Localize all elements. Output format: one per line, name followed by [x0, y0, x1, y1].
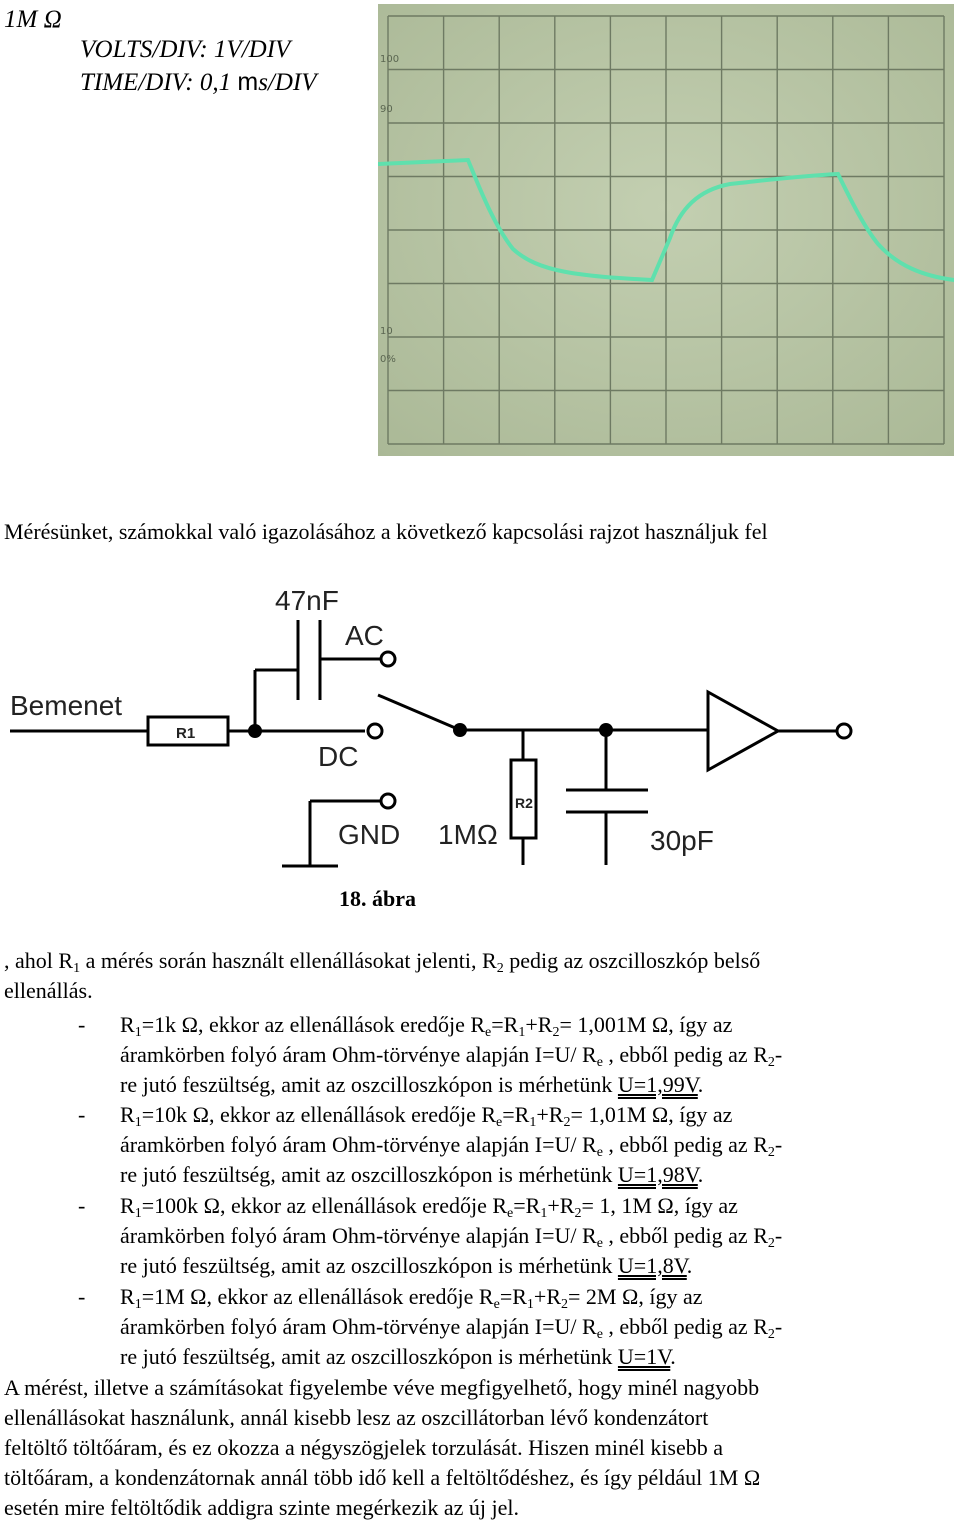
- paragraph-1-line-1: [4, 946, 760, 976]
- r1-label: R1: [176, 725, 196, 742]
- r-symbol: R: [120, 1284, 135, 1309]
- ohm-law-text-b: , ebből pedig az R: [602, 1223, 768, 1248]
- period: .: [697, 1162, 704, 1187]
- calc-line-1: [120, 1010, 960, 1040]
- r1-text: =1k Ω, ekkor az ellenállások eredője R: [141, 1012, 486, 1037]
- voltage-text: re jutó feszültség, amit az oszcilloszkópon is mérhetünk: [120, 1072, 618, 1097]
- sub-2: 2: [767, 1236, 775, 1251]
- eq-r: =R: [499, 1284, 527, 1309]
- volts-div-label: VOLTS/DIV: 1V/DIV: [80, 36, 291, 63]
- sub-1: 1: [518, 1025, 526, 1040]
- conclusion-line: ellenállásokat használunk, annál kisebb lesz az oszcillátorban lévő kondenzátort: [4, 1405, 709, 1430]
- conclusion-line: töltőáram, a kondenzátornak annál több idő kell a feltöltődéshez, és így például 1M Ω: [4, 1465, 761, 1490]
- ohm-law-text-b: , ebből pedig az R: [602, 1042, 768, 1067]
- calc-line-3: [120, 1342, 960, 1372]
- switch-blade: [378, 695, 460, 730]
- sub-1: 1: [134, 1297, 142, 1312]
- p1-text-b: a mérés során használt ellenállásokat jelenti, R: [80, 948, 497, 973]
- calc-line-2: [120, 1221, 960, 1251]
- voltage-result: U=1,99V: [617, 1072, 698, 1097]
- r-symbol: R: [120, 1012, 135, 1037]
- sub-2: 2: [767, 1327, 775, 1342]
- r2-label: R2: [515, 795, 533, 811]
- ohm-law-text-b: , ebből pedig az R: [602, 1132, 768, 1157]
- gnd-label: GND: [338, 819, 401, 850]
- dc-label: DC: [318, 741, 359, 772]
- sub-2: 2: [561, 1297, 569, 1312]
- capacitor-30pf-label: 30pF: [650, 825, 714, 856]
- sub-e: e: [596, 1236, 603, 1251]
- calc-line-1: [120, 1282, 960, 1312]
- sub-e: e: [496, 1115, 503, 1130]
- conclusion-line: feltöltő töltőáram, és ez okozza a négyszögjelek torzulását. Hiszen minél kisebb a: [4, 1435, 724, 1460]
- circuit-diagram: [0, 580, 960, 880]
- period: .: [697, 1072, 704, 1097]
- hyphen: -: [774, 1314, 783, 1339]
- junction-node-3: [599, 723, 613, 737]
- paragraph-1-line-2: ellenállás.: [4, 978, 93, 1003]
- capacitor-47nf-label: 47nF: [275, 585, 339, 616]
- sub-e: e: [493, 1297, 500, 1312]
- sub-e: e: [596, 1055, 603, 1070]
- hyphen: -: [774, 1132, 783, 1157]
- sub-1: 1: [134, 1115, 142, 1130]
- ohm-law-text: áramkörben folyó áram Ohm-törvénye alapján I=U/ R: [120, 1132, 597, 1157]
- hyphen: -: [774, 1223, 783, 1248]
- list-dash: -: [78, 1193, 86, 1218]
- list-dash: -: [78, 1284, 86, 1309]
- re-sum-text: = 1,01M Ω, így az: [570, 1102, 733, 1127]
- input-label: Bemenet: [10, 690, 123, 721]
- time-div-label: [80, 68, 317, 97]
- eq-r: =R: [502, 1102, 530, 1127]
- plus-r: +R: [525, 1012, 553, 1037]
- plus-r: +R: [547, 1193, 575, 1218]
- ac-label: AC: [345, 620, 384, 651]
- eq-r: =R: [513, 1193, 541, 1218]
- sub-2: 2: [563, 1115, 571, 1130]
- conclusion-line: A mérést, illetve a számításokat figyelembe véve megfigyelhető, hogy minél nagyobb: [4, 1375, 760, 1400]
- dc-terminal: [368, 724, 382, 738]
- sub-e: e: [507, 1206, 514, 1221]
- plus-r: +R: [533, 1284, 562, 1309]
- calc-line-1: [120, 1100, 960, 1130]
- amplifier-symbol: [708, 692, 778, 770]
- ohm-law-text: áramkörben folyó áram Ohm-törvénye alapján I=U/ R: [120, 1314, 597, 1339]
- sub-2: 2: [574, 1206, 582, 1221]
- r-symbol: R: [120, 1193, 135, 1218]
- p1-text-c: pedig az oszcilloszkóp belső: [503, 948, 761, 973]
- calculation-item-body: [120, 1282, 960, 1372]
- r1-text: =10k Ω, ekkor az ellenállások eredője R: [141, 1102, 497, 1127]
- r-symbol: R: [120, 1102, 135, 1127]
- calc-line-3: [120, 1251, 960, 1281]
- calc-line-2: [120, 1312, 960, 1342]
- re-sum-text: = 1,001M Ω, így az: [559, 1012, 733, 1037]
- time-div-mu: m: [237, 68, 259, 96]
- impedance-label: 1M Ω: [4, 6, 62, 33]
- p1-sub-1: 1: [73, 961, 81, 976]
- eq-r: =R: [491, 1012, 519, 1037]
- r2-value-label: 1MΩ: [438, 819, 498, 850]
- calc-line-3: [120, 1070, 960, 1100]
- r1-text: =1M Ω, ekkor az ellenállások eredője R: [141, 1284, 494, 1309]
- scope-label-10: 10: [380, 326, 393, 337]
- scope-label-0: 0%: [380, 354, 396, 365]
- oscilloscope-screenshot: [378, 4, 954, 456]
- p1-text-a: , ahol R: [4, 948, 74, 973]
- period: .: [686, 1253, 693, 1278]
- gnd-terminal: [381, 794, 395, 808]
- sub-e: e: [596, 1327, 603, 1342]
- sub-e: e: [485, 1025, 492, 1040]
- voltage-text: re jutó feszültség, amit az oszcilloszkópon is mérhetünk: [120, 1253, 618, 1278]
- list-dash: -: [78, 1102, 86, 1127]
- voltage-result: U=1,98V: [617, 1162, 698, 1187]
- sub-2: 2: [767, 1055, 775, 1070]
- time-div-prefix: TIME/DIV: 0,1: [80, 69, 238, 96]
- junction-node-1: [248, 724, 262, 738]
- r1-text: =100k Ω, ekkor az ellenállások eredője R: [141, 1193, 508, 1218]
- calculation-item-body: [120, 1191, 960, 1281]
- voltage-text: re jutó feszültség, amit az oszcilloszkópon is mérhetünk: [120, 1344, 618, 1369]
- ohm-law-text: áramkörben folyó áram Ohm-törvénye alapján I=U/ R: [120, 1042, 597, 1067]
- ohm-law-text-b: , ebből pedig az R: [602, 1314, 768, 1339]
- sub-1: 1: [526, 1297, 534, 1312]
- sub-2: 2: [767, 1145, 775, 1160]
- scope-label-90: 90: [380, 104, 393, 115]
- voltage-result: U=1,8V: [617, 1253, 687, 1278]
- intro-text: Mérésünket, számokkal való igazolásához a következő kapcsolási rajzot használjuk fel: [4, 519, 768, 544]
- figure-caption: 18. ábra: [339, 886, 416, 911]
- plus-r: +R: [536, 1102, 564, 1127]
- ac-terminal: [381, 652, 395, 666]
- paragraph-1: [4, 946, 760, 1006]
- hyphen: -: [774, 1042, 783, 1067]
- calc-line-2: [120, 1130, 960, 1160]
- re-sum-text: = 1, 1M Ω, így az: [581, 1193, 738, 1218]
- calculation-item-body: [120, 1100, 960, 1190]
- calc-line-1: [120, 1191, 960, 1221]
- voltage-result: U=1V: [617, 1344, 671, 1369]
- junction-node-2: [453, 723, 467, 737]
- sub-1: 1: [134, 1025, 142, 1040]
- calculation-item-body: [120, 1010, 960, 1100]
- sub-1: 1: [529, 1115, 537, 1130]
- scope-label-100: 100: [380, 54, 400, 65]
- sub-1: 1: [540, 1206, 548, 1221]
- calc-line-2: [120, 1040, 960, 1070]
- conclusion-paragraph: [4, 1373, 954, 1523]
- p1-sub-2: 2: [496, 961, 504, 976]
- list-dash: -: [78, 1012, 86, 1037]
- conclusion-line: esetén mire feltöltődik addigra szinte megérkezik az új jel.: [4, 1495, 519, 1520]
- period: .: [670, 1344, 676, 1369]
- output-terminal: [837, 724, 851, 738]
- voltage-text: re jutó feszültség, amit az oszcilloszkópon is mérhetünk: [120, 1162, 618, 1187]
- ohm-law-text: áramkörben folyó áram Ohm-törvénye alapján I=U/ R: [120, 1223, 597, 1248]
- time-div-suffix: s/DIV: [258, 69, 317, 96]
- re-sum-text: = 2M Ω, így az: [568, 1284, 703, 1309]
- calc-line-3: [120, 1160, 960, 1190]
- sub-2: 2: [552, 1025, 560, 1040]
- sub-e: e: [596, 1145, 603, 1160]
- sub-1: 1: [134, 1206, 142, 1221]
